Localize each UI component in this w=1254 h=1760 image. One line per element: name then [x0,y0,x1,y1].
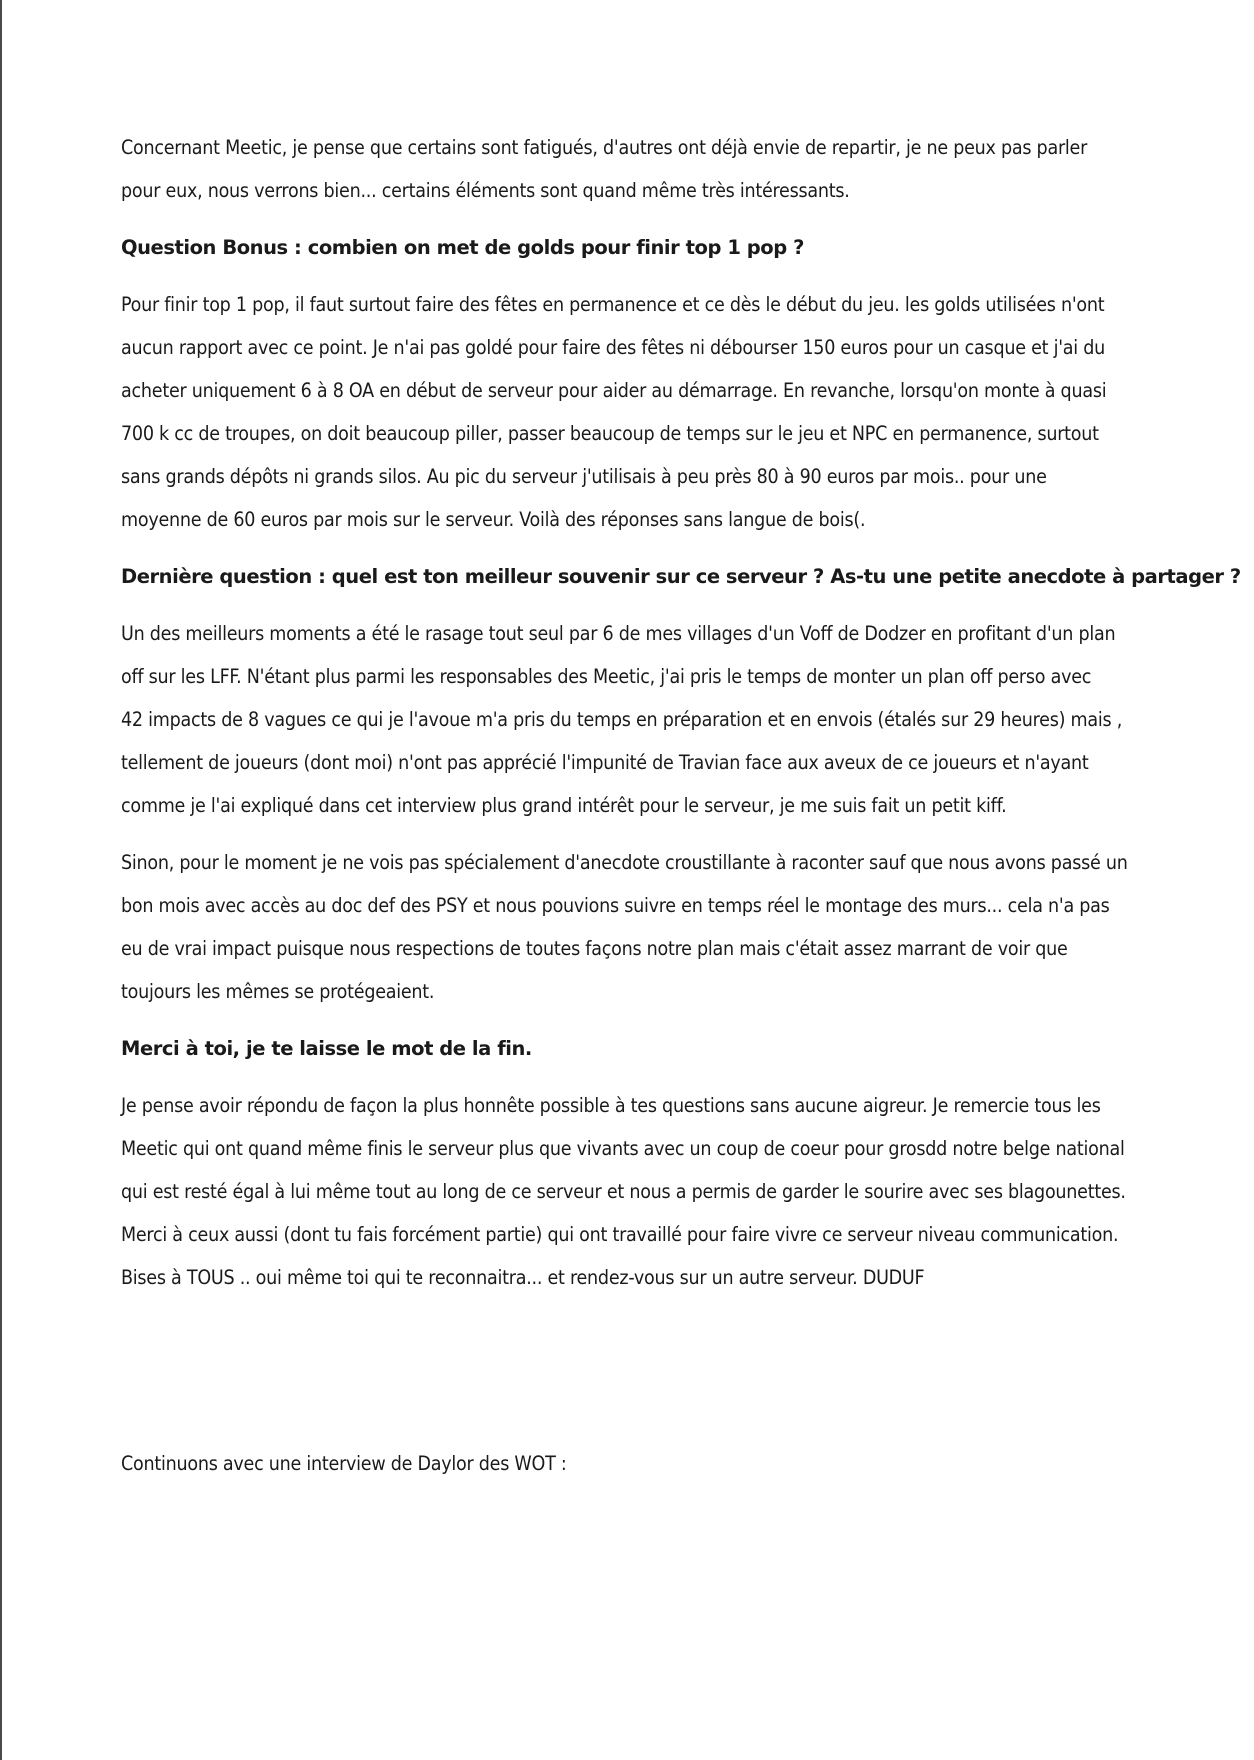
paragraph-sinon [121,841,1141,1013]
text-line: Sinon, pour le moment je ne vois pas spécialement d'anecdote croustillante à raconter sauf que nous avons passé un [121,851,1128,874]
text-line: eu de vrai impact puisque nous respections de toutes façons notre plan mais c'était assez marrant de voir que [121,937,1068,960]
paragraph-fin [121,1084,1141,1299]
paragraph-bonus-answer [121,283,1141,541]
document-body [121,126,1241,1485]
question-last-heading: Dernière question : quel est ton meilleur souvenir sur ce serveur ? As-tu une petite anecdote à partager ? [121,565,1241,588]
text-line: comme je l'ai expliqué dans cet interview plus grand intérêt pour le serveur, je me suis fait un petit kiff. [121,794,1007,817]
text-line: bon mois avec accès au doc def des PSY et nous pouvions suivre en temps réel le montage des murs... cela n'a pas [121,894,1110,917]
text-line: moyenne de 60 euros par mois sur le serveur. Voilà des réponses sans langue de bois(. [121,508,866,531]
text-line: 42 impacts de 8 vagues ce qui je l'avoue m'a pris du temps en préparation et en envois (étalés sur 29 heures) mais , [121,708,1123,731]
paragraph-continuons: Continuons avec une interview de Daylor des WOT : [121,1452,567,1475]
text-line: pour eux, nous verrons bien... certains éléments sont quand même très intéressants. [121,179,850,202]
page-left-edge [0,0,2,1760]
text-line: aucun rapport avec ce point. Je n'ai pas goldé pour faire des fêtes ni débourser 150 euros pour un casque et j'ai du [121,336,1105,359]
text-line: Bises à TOUS .. oui même toi qui te reconnaitra... et rendez-vous sur un autre serveur. DUDUF [121,1266,925,1289]
text-line: Merci à ceux aussi (dont tu fais forcément partie) qui ont travaillé pour faire vivre ce serveur niveau communication. [121,1223,1119,1246]
text-line: acheter uniquement 6 à 8 OA en début de serveur pour aider au démarrage. En revanche, lorsqu'on monte à quasi [121,379,1107,402]
text-line: toujours les mêmes se protégeaient. [121,980,435,1003]
merci-heading: Merci à toi, je te laisse le mot de la fin. [121,1037,532,1060]
text-line: Pour finir top 1 pop, il faut surtout faire des fêtes en permanence et ce dès le début du jeu. les golds utilisées n'ont [121,293,1105,316]
text-line: 700 k cc de troupes, on doit beaucoup piller, passer beaucoup de temps sur le jeu et NPC en permanence, surtout [121,422,1099,445]
text-line: tellement de joueurs (dont moi) n'ont pas apprécié l'impunité de Travian face aux aveux de ce joueurs et n'ayant [121,751,1089,774]
paragraph-meetic [121,126,1141,212]
text-line: qui est resté égal à lui même tout au long de ce serveur et nous a permis de garder le sourire avec ses blagounettes. [121,1180,1126,1203]
text-line: off sur les LFF. N'étant plus parmi les responsables des Meetic, j'ai pris le temps de monter un plan off perso avec [121,665,1092,688]
text-line: sans grands dépôts ni grands silos. Au pic du serveur j'utilisais à peu près 80 à 90 euros par mois.. pour une [121,465,1047,488]
text-line: Meetic qui ont quand même finis le serveur plus que vivants avec un coup de coeur pour grosdd notre belge national [121,1137,1125,1160]
text-line: Un des meilleurs moments a été le rasage tout seul par 6 de mes villages d'un Voff de Dodzer en profitant d'un plan [121,622,1116,645]
text-line: Je pense avoir répondu de façon la plus honnête possible à tes questions sans aucune aigreur. Je remercie tous les [121,1094,1101,1117]
question-bonus-heading: Question Bonus : combien on met de golds pour finir top 1 pop ? [121,236,804,259]
text-line: Concernant Meetic, je pense que certains sont fatigués, d'autres ont déjà envie de repartir, je ne peux pas parler [121,136,1088,159]
paragraph-souvenir [121,612,1141,827]
